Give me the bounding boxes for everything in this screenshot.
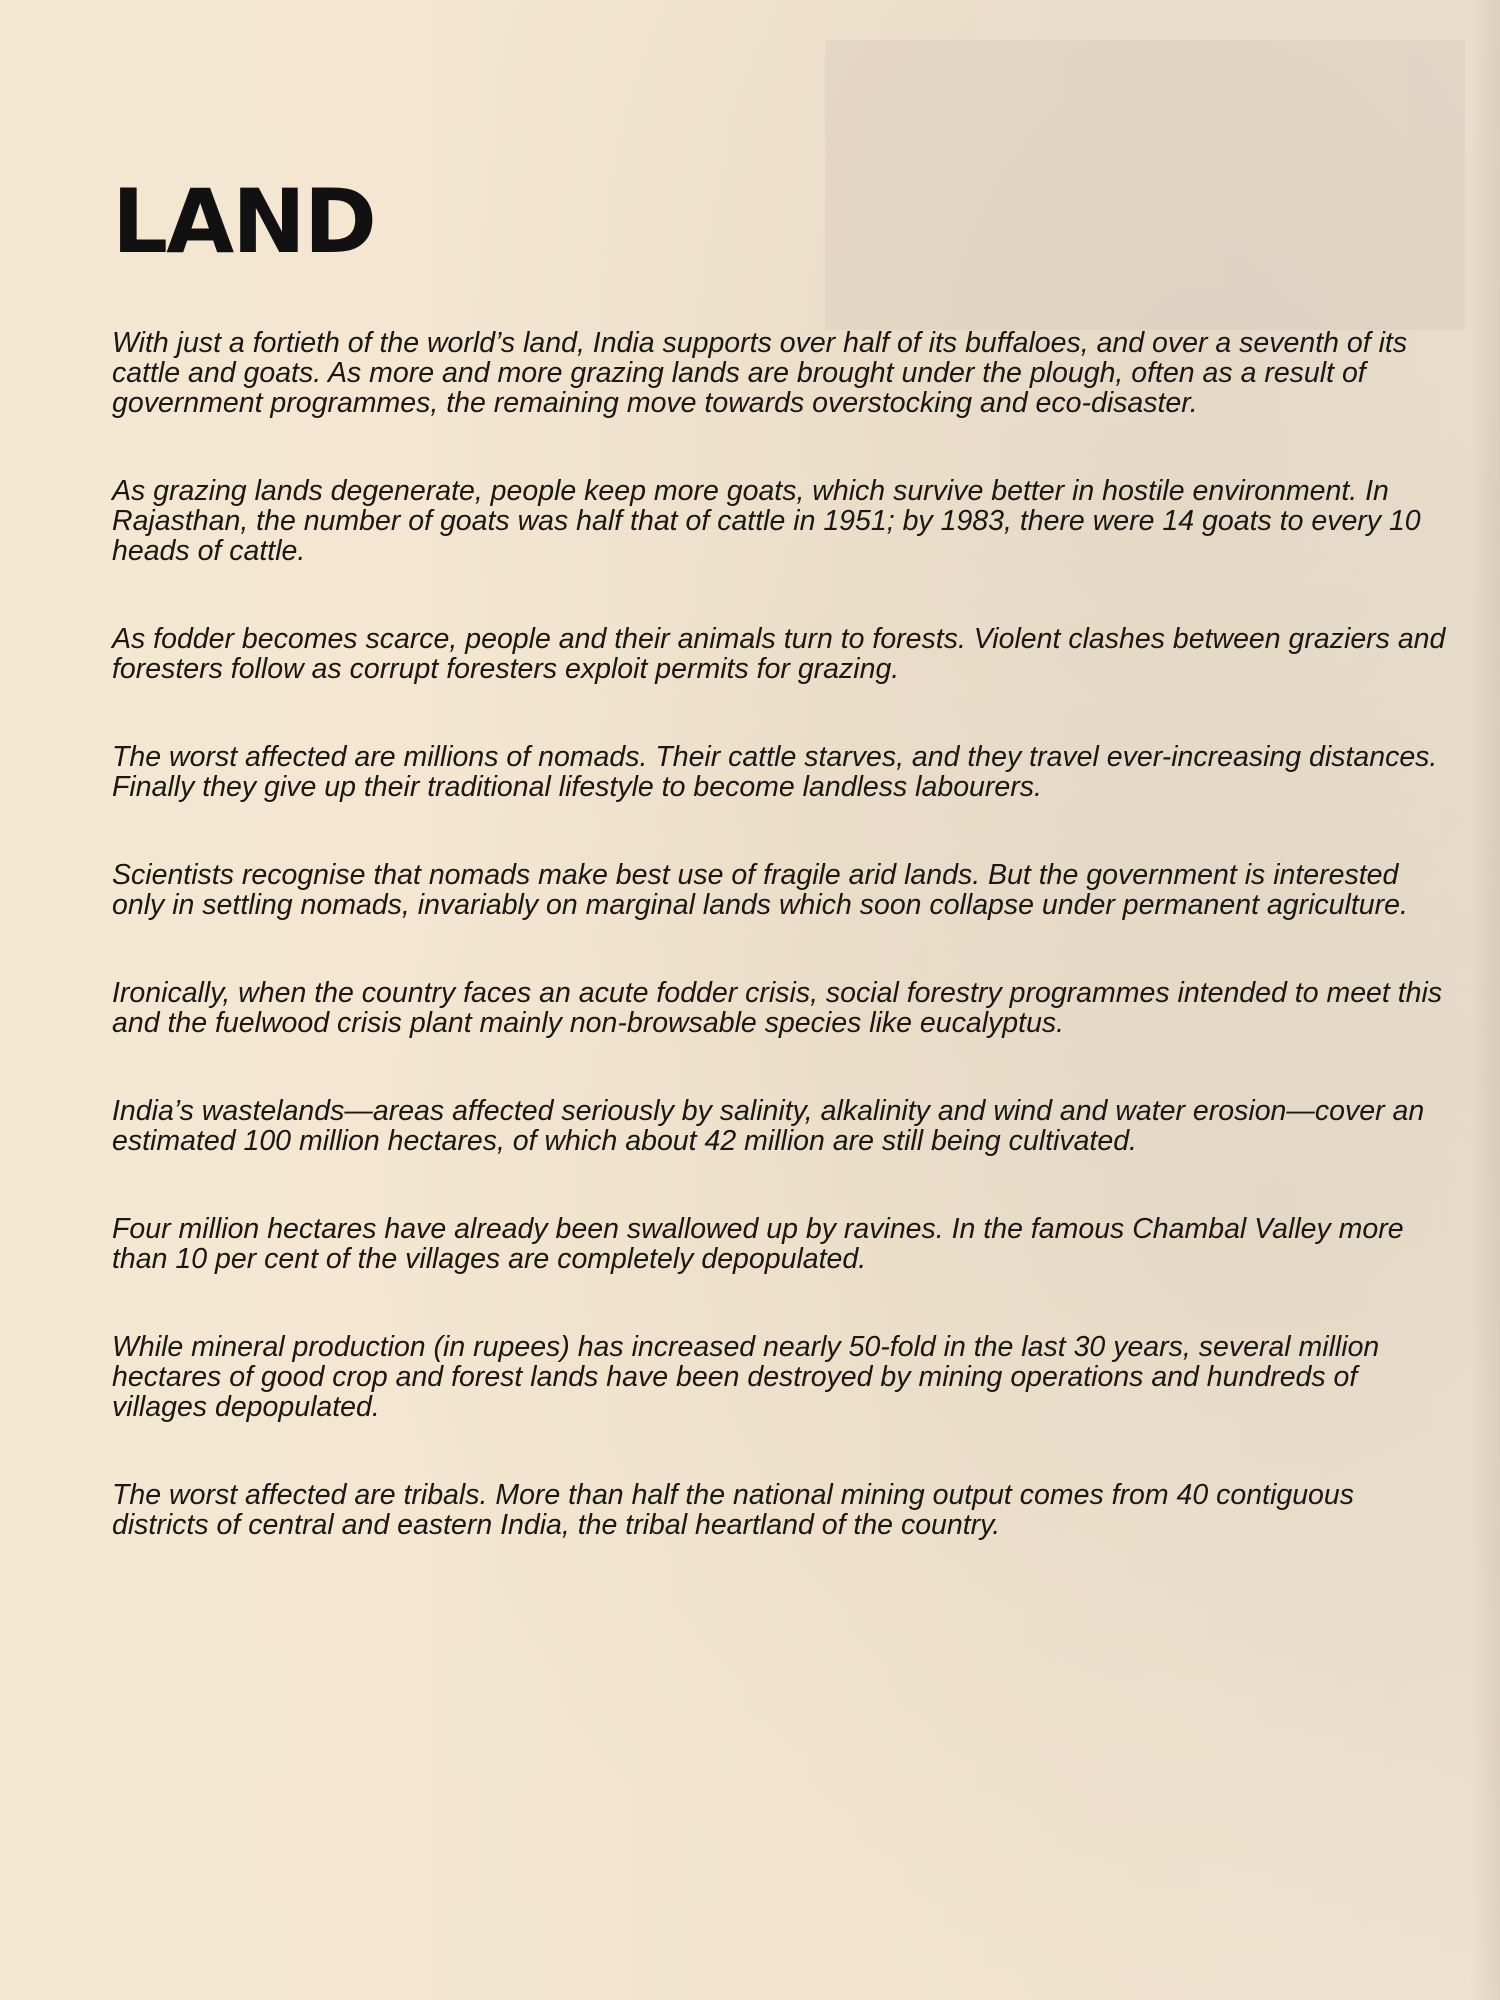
paragraph: India’s wastelands—areas affected seriously by salinity, alkalinity and wind and water erosion—cover an estimated 100 million hectares, of which about 42 million are still being cultivated. [112, 1095, 1425, 1157]
paragraph: The worst affected are tribals. More than half the national mining output comes from 40 contiguous districts of central and eastern India, the tribal heartland of the country. [112, 1479, 1355, 1541]
paragraph: Four million hectares have already been swallowed up by ravines. In the famous Chambal Valley more than 10 per cent of the villages are completely depopulated. [112, 1213, 1404, 1275]
paragraph: The worst affected are millions of nomads. Their cattle starves, and they travel ever-increasing distances. Finally they give up their traditional lifestyle to become landless labourers. [112, 741, 1438, 803]
page-title: LAND [112, 170, 375, 273]
paragraph: Scientists recognise that nomads make best use of fragile arid lands. But the government is interested only in settling nomads, invariably on marginal lands which soon collapse under permanent agriculture. [112, 859, 1408, 921]
article-body [112, 328, 1452, 1540]
paragraph: While mineral production (in rupees) has increased nearly 50-fold in the last 30 years, several million hectares of good crop and forest lands have been destroyed by mining operations and hundreds of villages depopulated. [112, 1331, 1380, 1423]
paragraph: Ironically, when the country faces an acute fodder crisis, social forestry programmes intended to meet this and the fuelwood crisis plant mainly non-browsable species like eucalyptus. [112, 977, 1443, 1039]
paragraph: As grazing lands degenerate, people keep more goats, which survive better in hostile environment. In Rajasthan, the number of goats was half that of cattle in 1951; by 1983, there were 14 goats to every 10 heads of cattle. [112, 475, 1421, 567]
page-edge-shadow [1470, 0, 1500, 2000]
paper-bleed-through [825, 40, 1465, 330]
paragraph: As fodder becomes scarce, people and their animals turn to forests. Violent clashes between graziers and foresters follow as corrupt foresters exploit permits for grazing. [112, 623, 1446, 685]
paragraph: With just a fortieth of the world’s land, India supports over half of its buffaloes, and over a seventh of its cattle and goats. As more and more grazing lands are brought under the plough, often as a result of government programmes, the remaining move towards overstocking and eco-disaster. [112, 327, 1408, 419]
